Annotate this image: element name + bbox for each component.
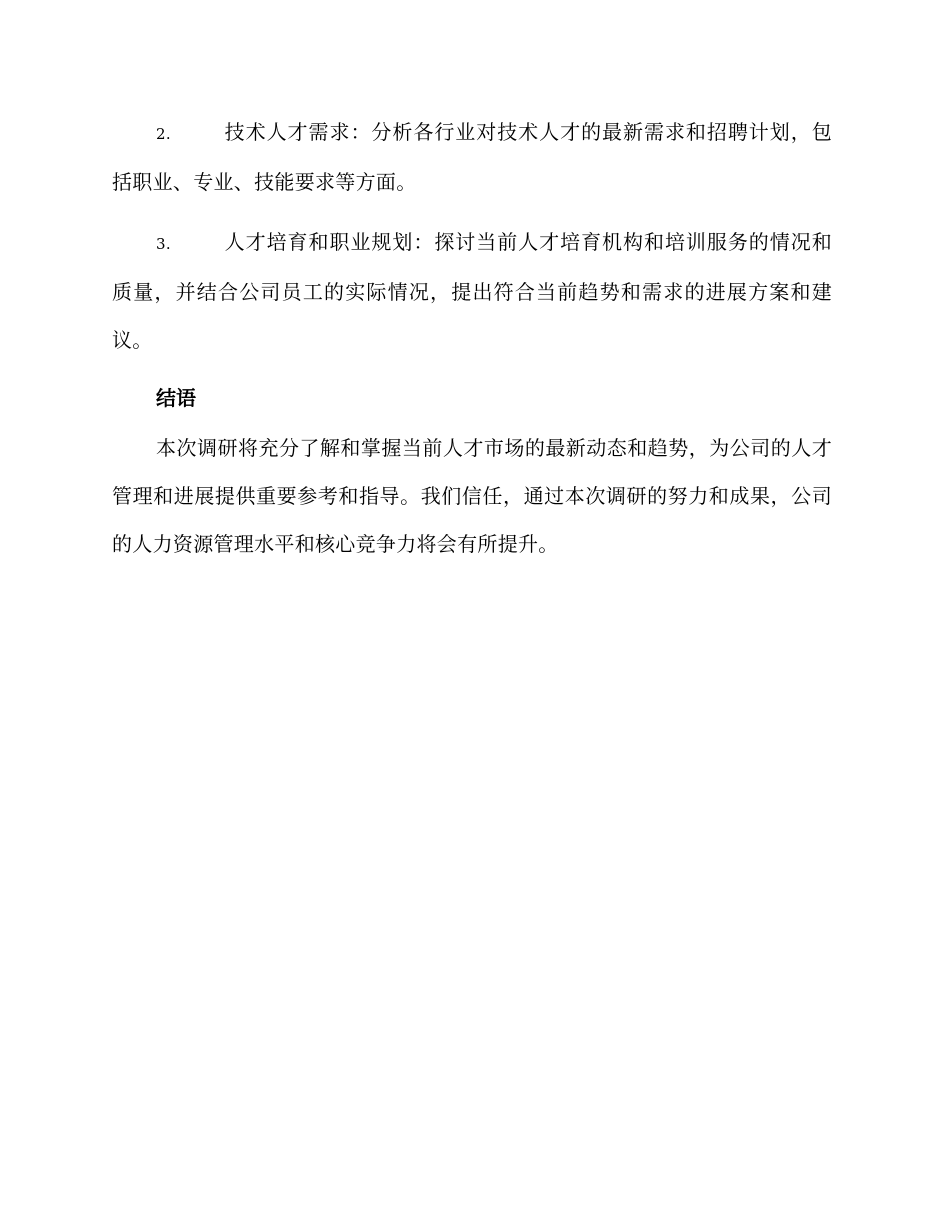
list-item-3 <box>112 218 832 364</box>
list-item-text: 人才培育和职业规划：探讨当前人才培育机构和培训服务的情况和质量，并结合公司员工的实际情况，提出符合当前趋势和需求的进展方案和建议。 <box>112 230 832 352</box>
conclusion-paragraph: 本次调研将充分了解和掌握当前人才市场的最新动态和趋势，为公司的人才管理和进展提供重要参考和指导。我们信任，通过本次调研的努力和成果，公司的人力资源管理水平和核心竞争力将会有所提升。 <box>112 436 832 556</box>
list-item-text: 技术人才需求：分析各行业对技术人才的最新需求和招聘计划，包括职业、专业、技能要求等方面。 <box>112 120 832 194</box>
list-item-2 <box>112 108 832 206</box>
document-body <box>112 108 832 568</box>
list-item-number: 3. <box>156 235 171 253</box>
section-heading-conclusion: 结语 <box>156 386 196 410</box>
list-item-number: 2. <box>156 125 171 143</box>
